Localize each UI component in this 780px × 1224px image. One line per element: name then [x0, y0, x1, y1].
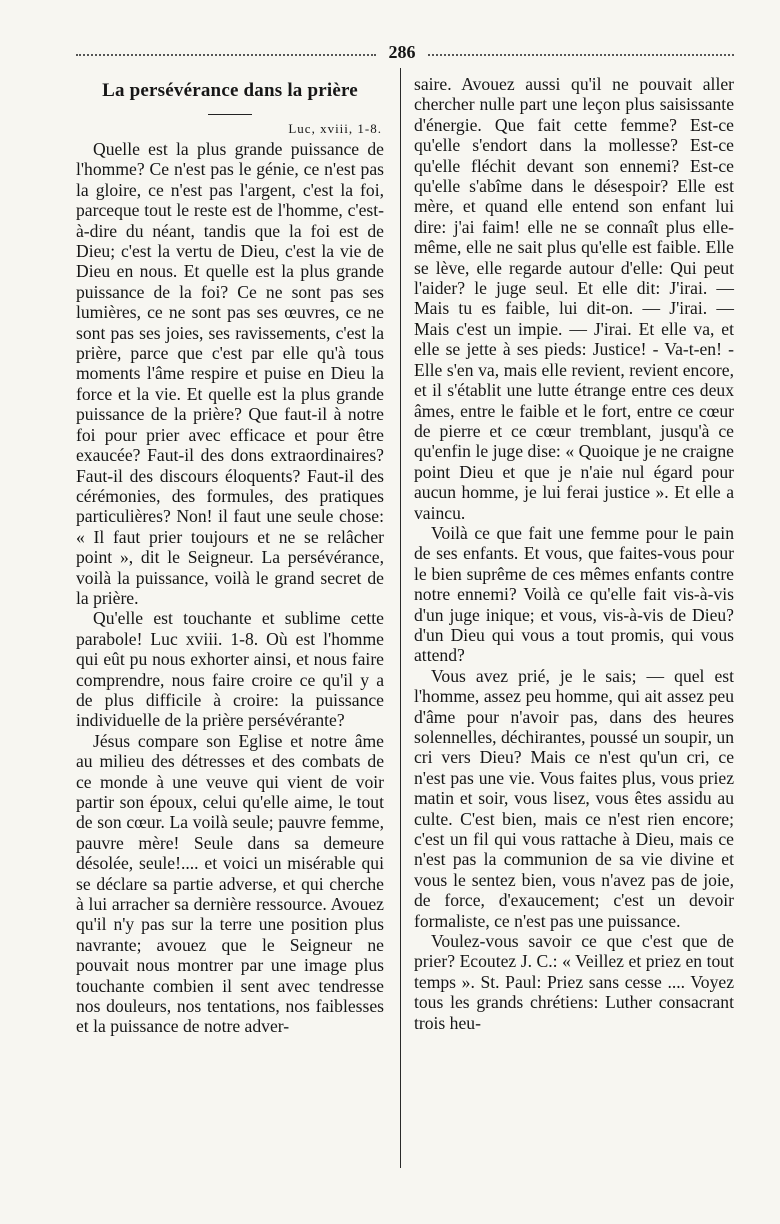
running-header: [76, 44, 734, 66]
header-rule-left: [76, 54, 376, 56]
paragraph-continued: saire. Avouez aussi qu'il ne pouvait aller chercher nulle part une leçon plus saisissante d'énergie. Que fait cette femme? Est-ce qu'elle s'endort dans la mollesse? Est-ce qu'elle fléchit devant son ennemi? Est-ce qu'elle s'abîme dans le désespoir? Elle est mère, et quand elle entend son enfant lui dire: j'ai faim! elle ne se connaît plus elle-même, elle ne sait plus qu'elle est faible. Elle se lève, elle regarde autour d'elle: Qui peut l'aider? le juge seul. Et elle dit: J'irai. — Mais tu es faible, lui dit-on. — J'irai. — Mais c'est un impie. — J'irai. Et elle va, et elle se jette à ses pieds: Justice! - Va-t-en! - Elle s'en va, mais elle revient, revient encore, et il s'établit une lutte étrange entre ces deux âmes, entre le faible et le fort, entre ce cœur de pierre et ce cœur tremblant, jusqu'à ce qu'enfin le juge dise: « Quoique je ne craigne point Dieu et que je n'aie nul égard pour aucun homme, je lui ferai justice ». Et elle a vaincu.: [414, 74, 734, 523]
page-number: 286: [388, 42, 416, 62]
paragraph: Qu'elle est touchante et sublime cette parabole! Luc xviii. 1-8. Où est l'homme qui eût pu nous exhorter ainsi, et nous faire comprendre, nous faire croire ce qu'il y a de plus difficile à croire: la puissance individuelle de la prière persévérante?: [76, 608, 384, 731]
column-divider: [400, 68, 401, 1168]
article-title: La persévérance dans la prière: [102, 80, 358, 101]
paragraph: Jésus compare son Eglise et notre âme au milieu des détresses et des combats de ce monde à une veuve qui vient de voir partir son époux, celui qu'elle aime, le tout de son cœur. La voilà seule; pauvre femme, pauvre mère! Seule dans sa demeure désolée, seule!.... et voici un misérable qui se déclare sa partie adverse, et qui cherche à lui arracher sa dernière ressource. Avouez qu'il n'y pas sur la terre une position plus navrante; avouez que le Seigneur ne pouvait nous montrer par une image plus touchante combien il sent avec tendresse nos douleurs, nos tentations, nos faiblesses et la puissance de notre adver-: [76, 730, 384, 1037]
paragraph: Vous avez prié, je le sais; — quel est l'homme, assez peu homme, qui ait assez peu d'âme pour n'avoir pas, dans des heures solennelles, déchirantes, poussé un soupir, un cri vers Dieu? Mais ce n'est qu'un cri, ce n'est pas une vie. Vous faites plus, vous priez matin et soir, vous lisez, vous êtes assidu au culte. C'est bien, mais ce n'est rien encore; c'est un fil qui vous rattache à Dieu, mais ce n'est pas la communion de sa vie divine et vous le sentez bien, vous n'avez pas de joie, de force, d'exaucement; c'est un devoir formaliste, ce n'est pas une puissance.: [414, 665, 734, 931]
left-column: [76, 70, 384, 1037]
title-rule: [208, 114, 252, 115]
header-rule-right: [428, 54, 734, 56]
right-column: [414, 74, 734, 1033]
paragraph: Quelle est la plus grande puissance de l'homme? Ce n'est pas le génie, ce n'est pas la gloire, ce n'est pas l'argent, c'est la foi, parceque tout le reste est de l'homme, c'est-à-dire du néant, tandis que la foi est de Dieu; c'est la vertu de Dieu, c'est la vie de Dieu en nous. Et quelle est la plus grande puissance de la foi? Ce ne sont pas ses lumières, ce ne sont pas ses œuvres, ce ne sont pas ses joies, ses ravissements, c'est la prière, parce que c'est par elle qu'à tous moments l'âme respire et puise en Dieu la force et la vie. Et quelle est la plus grande puissance de la prière? Que faut-il à notre foi pour prier avec efficace et pour être exaucée? Faut-il des dons extraordinaires? Faut-il des discours éloquents? Faut-il des cérémonies, des formules, des pratiques particulières? Non! il faut une seule chose: « Il faut prier toujours et ne se relâcher point », dit le Seigneur. La persévérance, voilà la puissance, voilà le grand secret de la prière.: [76, 139, 384, 608]
scripture-reference: Luc, xviii, 1-8.: [288, 121, 382, 136]
paragraph: Voilà ce que fait une femme pour le pain de ses enfants. Et vous, que faites-vous pour le bien suprême de ces mêmes enfants contre notre ennemi? Voilà ce qu'elle fait vis-à-vis d'un juge inique; et vous, vis-à-vis de Dieu? d'un Dieu qui vous a tout promis, qui vous attend?: [414, 522, 734, 666]
paragraph: Voulez-vous savoir ce que c'est que de prier? Ecoutez J. C.: « Veillez et priez en tout temps ». St. Paul: Priez sans cesse .... Voyez tous les grands chrétiens: Luther consacrant trois heu-: [414, 931, 734, 1033]
